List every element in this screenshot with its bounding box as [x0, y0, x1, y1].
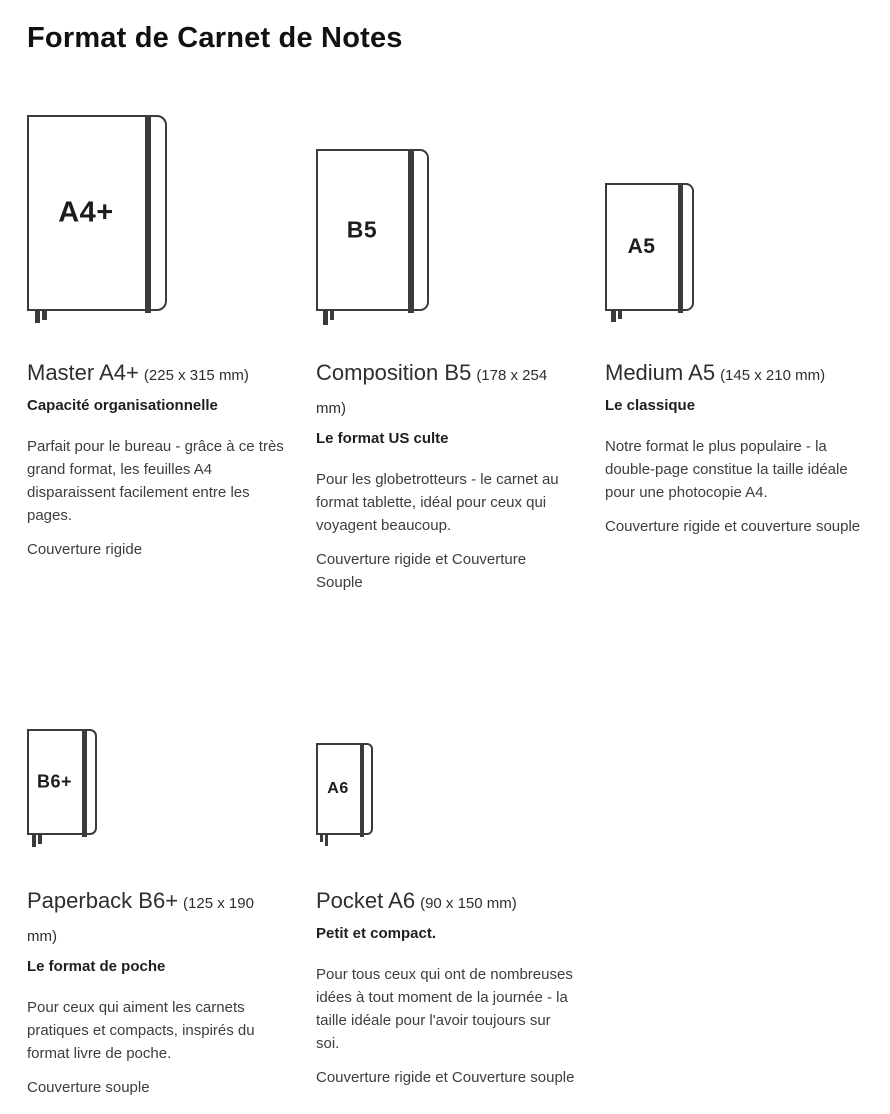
format-description: Notre format le plus populaire - la double-page constitue la taille idéale pour une photocopie A4. [605, 438, 848, 501]
bookmark-ribbon [611, 310, 616, 322]
format-grid-row-2 [27, 729, 890, 1099]
format-cover-options: Couverture rigide et Couverture souple [316, 1069, 575, 1086]
format-tagline: Le format US culte [316, 430, 449, 447]
format-card-pocket-a6 [316, 729, 576, 1089]
bookmark-ribbon [325, 834, 328, 846]
format-name: Paperback B6+ [27, 888, 179, 913]
bookmark-ribbon [38, 834, 42, 844]
elastic-band [678, 184, 683, 313]
bookmark-ribbon [618, 310, 622, 319]
format-card-composition-b5 [316, 115, 576, 594]
notebook-illustration-a5 [605, 115, 865, 311]
notebook-size-label: A4+ [58, 196, 114, 229]
bookmark-ribbon [320, 834, 323, 842]
format-card-master-a4plus [27, 115, 287, 561]
elastic-band [360, 744, 364, 837]
format-dimensions: (178 x 254 mm) [316, 367, 548, 417]
notebook-size-label: A5 [627, 235, 656, 258]
format-cover-options: Couverture rigide [27, 541, 143, 558]
format-name: Pocket A6 [316, 888, 416, 913]
notebook-size-label: B6+ [36, 771, 73, 792]
format-grid-row-1 [27, 115, 890, 594]
page-title: Format de Carnet de Notes [27, 22, 403, 54]
bookmark-ribbon [32, 834, 36, 847]
format-tagline: Le classique [605, 397, 696, 414]
format-cover-options: Couverture rigide et couverture souple [605, 518, 861, 535]
format-card-paperback-b6plus [27, 729, 287, 1099]
format-cover-options: Couverture souple [27, 1079, 150, 1096]
format-description: Pour les globetrotteurs - le carnet au format tablette, idéal pour ceux qui voyagent beaucoup. [316, 471, 559, 534]
notebook-illustration-a4plus [27, 115, 287, 311]
format-title [316, 886, 567, 919]
notebook-illustration-b6plus [27, 729, 287, 835]
bookmark-ribbon [323, 310, 328, 325]
format-description: Parfait pour le bureau - grâce à ce très grand format, les feuilles A4 disparaissent facilement entre les pages. [27, 438, 284, 524]
format-title [27, 886, 278, 952]
bookmark-ribbon [330, 310, 334, 320]
notebook-cover [316, 743, 373, 835]
format-tagline: Capacité organisationnelle [27, 397, 218, 414]
notebook-cover [27, 729, 97, 835]
format-dimensions: (145 x 210 mm) [720, 367, 826, 384]
notebook-illustration-b5 [316, 115, 576, 311]
format-name: Composition B5 [316, 360, 472, 385]
format-dimensions: (225 x 315 mm) [143, 367, 249, 384]
format-title [316, 358, 567, 424]
format-tagline: Petit et compact. [316, 925, 437, 942]
format-description: Pour tous ceux qui ont de nombreuses idées à tout moment de la journée - la taille idéale pour l'avoir toujours sur soi. [316, 966, 573, 1052]
format-tagline: Le format de poche [27, 958, 166, 975]
elastic-band [145, 116, 151, 313]
format-cover-options: Couverture rigide et Couverture Souple [316, 551, 527, 591]
bookmark-ribbon [42, 310, 47, 320]
format-title [27, 358, 278, 391]
notebook-illustration-a6 [316, 729, 576, 835]
format-name: Master A4+ [27, 360, 139, 385]
format-dimensions: (125 x 190 mm) [27, 895, 254, 945]
format-name: Medium A5 [605, 360, 716, 385]
format-dimensions: (90 x 150 mm) [420, 895, 517, 912]
bookmark-ribbon [35, 310, 40, 323]
format-card-medium-a5 [605, 115, 865, 538]
notebook-size-label: B5 [346, 216, 378, 243]
notebook-cover [316, 149, 429, 311]
notebook-cover [27, 115, 167, 311]
format-description: Pour ceux qui aiment les carnets pratiques et compacts, inspirés du format livre de poche. [27, 999, 255, 1062]
elastic-band [408, 150, 414, 313]
format-title [605, 358, 856, 391]
notebook-cover [605, 183, 694, 311]
elastic-band [82, 730, 87, 837]
notebook-size-label: A6 [327, 780, 349, 797]
